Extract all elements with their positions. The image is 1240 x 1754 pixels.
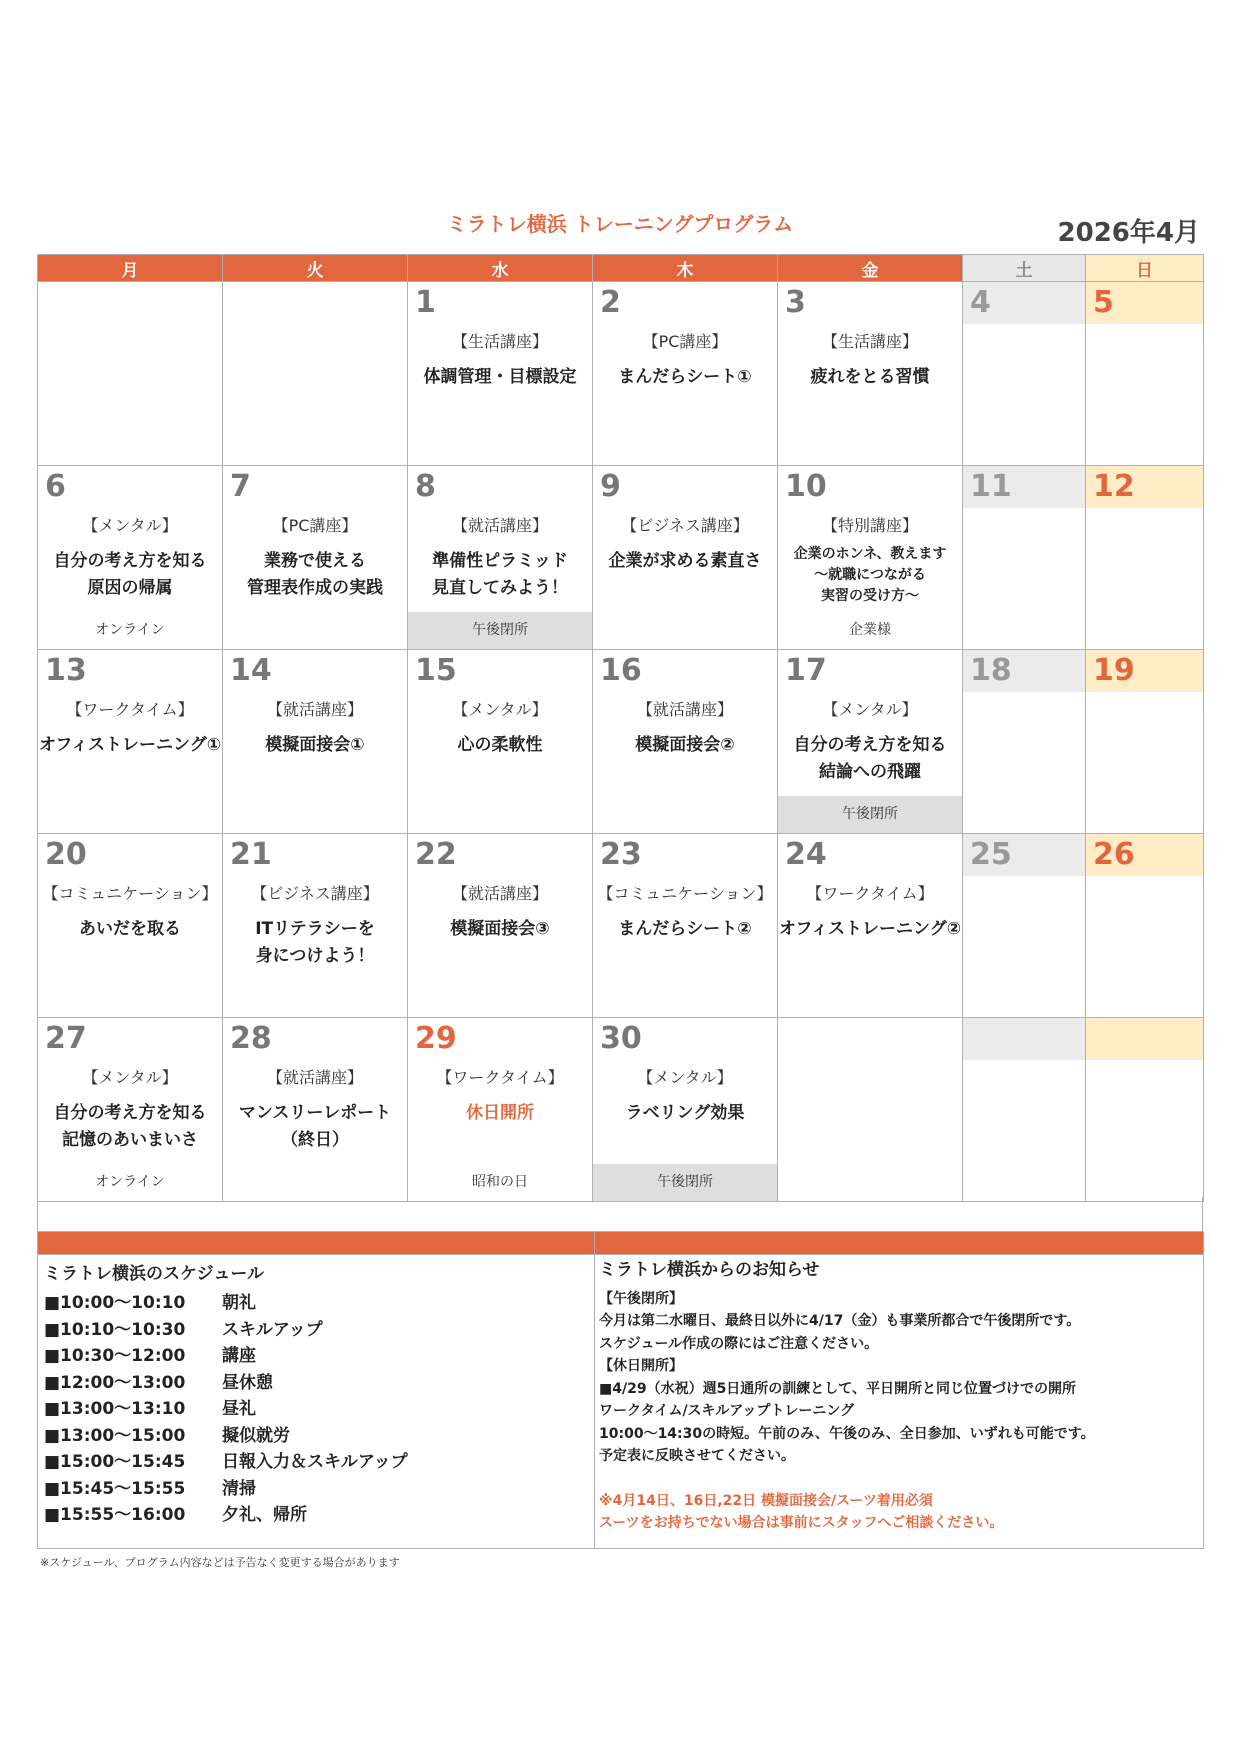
info-line: ■4/29（水祝）週5日通所の訓練として、平日開所と同じ位置づけでの開所 bbox=[599, 1380, 1077, 1397]
event-title: マンスリーレポート （終日） bbox=[238, 1103, 392, 1150]
schedule-item bbox=[44, 1370, 588, 1397]
event-title: 自分の考え方を知る 原因の帰属 bbox=[53, 551, 207, 598]
day-number: 1 bbox=[415, 285, 436, 320]
event-category: 【生活講座】 bbox=[451, 332, 548, 351]
schedule-label: 昼礼 bbox=[222, 1399, 256, 1419]
schedule-section bbox=[38, 1255, 594, 1533]
info-heading: ミラトレ横浜からのお知らせ bbox=[599, 1260, 820, 1280]
day-number: 17 bbox=[785, 653, 827, 688]
day-number: 9 bbox=[600, 469, 621, 504]
event-category: 【ワークタイム】 bbox=[806, 884, 934, 903]
weekday-5: 土 bbox=[963, 255, 1086, 282]
schedule-time: ■10:00～10:10 bbox=[44, 1293, 186, 1313]
day-cell bbox=[38, 282, 223, 466]
event-title: オフィストレーニング② bbox=[778, 919, 962, 939]
info-line: 予定表に反映させてください。 bbox=[599, 1448, 795, 1464]
event-note: 午後閉所 bbox=[408, 612, 592, 649]
event-title: まんだらシート① bbox=[618, 367, 752, 387]
day-cell bbox=[593, 282, 778, 466]
schedule-time: ■15:55～16:00 bbox=[44, 1505, 186, 1525]
year-month: 2026年4月 bbox=[1057, 218, 1200, 248]
day-number: 6 bbox=[45, 469, 66, 504]
event-title: 準備性ピラミッド 見直してみよう！ bbox=[432, 551, 568, 598]
day-cell bbox=[593, 834, 778, 1018]
day-cell bbox=[1086, 282, 1204, 466]
day-cell bbox=[408, 834, 593, 1018]
schedule-item bbox=[44, 1449, 588, 1476]
calendar-week bbox=[38, 1018, 1204, 1202]
day-cell bbox=[223, 834, 408, 1018]
day-cell bbox=[38, 466, 223, 650]
event-title: 企業が求める素直さ bbox=[608, 551, 762, 571]
day-number: 12 bbox=[1086, 466, 1203, 508]
footer-note: ※スケジュール、プログラム内容などは予告なく変更する場合があります bbox=[40, 1556, 400, 1569]
day-cell bbox=[1086, 1018, 1204, 1202]
event-category: 【特別講座】 bbox=[821, 516, 918, 535]
day-number: 26 bbox=[1086, 834, 1203, 876]
weekday-header bbox=[38, 255, 1204, 282]
day-cell bbox=[408, 650, 593, 834]
day-cell bbox=[38, 650, 223, 834]
bottom-panel bbox=[37, 1231, 1204, 1549]
event-title: 模擬面接会① bbox=[265, 735, 365, 755]
schedule-label: 清掃 bbox=[222, 1478, 256, 1499]
event-title: まんだらシート② bbox=[618, 919, 752, 939]
day-cell bbox=[963, 282, 1086, 466]
schedule-item bbox=[44, 1290, 588, 1317]
day-number: 21 bbox=[230, 837, 272, 872]
schedule-label: 朝礼 bbox=[222, 1293, 256, 1313]
event-category: 【メンタル】 bbox=[82, 516, 178, 535]
day-number: 10 bbox=[785, 469, 827, 504]
day-number: 3 bbox=[785, 285, 806, 320]
schedule-time: ■10:30～12:00 bbox=[44, 1346, 186, 1366]
day-cell bbox=[38, 1018, 223, 1202]
day-number: 30 bbox=[600, 1021, 642, 1056]
day-cell bbox=[223, 1018, 408, 1202]
day-cell bbox=[1086, 650, 1204, 834]
event-title: 模擬面接会② bbox=[635, 735, 735, 755]
day-cell bbox=[593, 650, 778, 834]
event-title: 体調管理・目標設定 bbox=[423, 367, 577, 387]
schedule-item bbox=[44, 1476, 588, 1503]
header-bar-left bbox=[38, 1232, 595, 1255]
day-cell bbox=[408, 282, 593, 466]
day-cell bbox=[408, 466, 593, 650]
day-number: 14 bbox=[230, 653, 272, 688]
event-category: 【就活講座】 bbox=[451, 516, 548, 535]
schedule-time: ■12:00～13:00 bbox=[44, 1372, 186, 1393]
event-note: オンライン bbox=[95, 1174, 165, 1190]
info-line: 今月は第二水曜日、最終日以外に4/17（金）も事業所都合で午後閉所です。 bbox=[599, 1313, 1081, 1329]
info-line: スケジュール作成の際にはご注意ください。 bbox=[599, 1335, 879, 1352]
day-cell bbox=[778, 466, 963, 650]
calendar-week bbox=[38, 466, 1204, 650]
event-category: 【就活講座】 bbox=[451, 884, 548, 903]
day-cell bbox=[593, 1018, 778, 1202]
event-category: 【コミュニケーション】 bbox=[597, 884, 773, 903]
day-number bbox=[963, 1018, 1085, 1060]
day-number: 2 bbox=[600, 285, 621, 320]
day-number: 16 bbox=[600, 653, 642, 688]
day-cell bbox=[223, 466, 408, 650]
day-cell bbox=[223, 282, 408, 466]
event-category: 【コミュニケーション】 bbox=[42, 884, 218, 903]
day-number: 28 bbox=[230, 1021, 272, 1056]
day-number bbox=[778, 1018, 962, 1060]
event-note: 午後閉所 bbox=[593, 1164, 777, 1201]
event-note: 企業様 bbox=[849, 622, 891, 638]
day-number: 29 bbox=[415, 1021, 457, 1056]
event-title: オフィストレーニング① bbox=[38, 735, 222, 755]
info-red-lines bbox=[599, 1490, 1199, 1535]
schedule-time: ■13:00～15:00 bbox=[44, 1425, 186, 1446]
day-number: 7 bbox=[230, 469, 251, 504]
schedule-label: スキルアップ bbox=[222, 1319, 323, 1340]
calendar-title: ミラトレ横浜 トレーニングプログラム bbox=[446, 212, 794, 236]
schedule-label: 夕礼、帰所 bbox=[222, 1505, 307, 1525]
weekday-3: 木 bbox=[593, 255, 778, 282]
event-title: ITリテラシーを 身につけよう！ bbox=[255, 919, 375, 966]
day-number: 25 bbox=[963, 834, 1085, 876]
event-category: 【メンタル】 bbox=[637, 1068, 733, 1087]
day-number: 20 bbox=[45, 837, 87, 872]
event-note: 午後閉所 bbox=[778, 796, 962, 833]
day-cell bbox=[963, 1018, 1086, 1202]
day-cell bbox=[1086, 466, 1204, 650]
day-cell bbox=[38, 834, 223, 1018]
day-cell bbox=[1086, 834, 1204, 1018]
info-lines bbox=[599, 1288, 1199, 1468]
day-cell bbox=[963, 834, 1086, 1018]
weekday-0: 月 bbox=[38, 255, 223, 282]
day-number: 22 bbox=[415, 837, 457, 872]
day-cell bbox=[778, 282, 963, 466]
day-cell bbox=[408, 1018, 593, 1202]
info-line: 【午後閉所】 bbox=[599, 1290, 683, 1307]
event-category: 【就活講座】 bbox=[266, 700, 363, 719]
info-line: ワークタイム/スキルアップトレーニング bbox=[599, 1403, 855, 1419]
day-number: 19 bbox=[1086, 650, 1203, 692]
day-cell bbox=[778, 650, 963, 834]
day-number bbox=[1086, 1018, 1203, 1060]
weekday-1: 火 bbox=[223, 255, 408, 282]
day-cell bbox=[778, 834, 963, 1018]
event-category: 【メンタル】 bbox=[452, 700, 548, 719]
schedule-time: ■15:45～15:55 bbox=[44, 1478, 186, 1499]
event-category: 【ワークタイム】 bbox=[66, 700, 194, 719]
calendar-week bbox=[38, 650, 1204, 834]
event-title: あいだを取る bbox=[79, 919, 181, 939]
event-title: 疲れをとる習慣 bbox=[810, 367, 930, 387]
day-number: 24 bbox=[785, 837, 827, 872]
schedule-item bbox=[44, 1396, 588, 1423]
day-cell bbox=[963, 466, 1086, 650]
event-category: 【ビジネス講座】 bbox=[251, 884, 379, 903]
day-number: 5 bbox=[1086, 282, 1203, 324]
event-category: 【就活講座】 bbox=[266, 1068, 363, 1087]
schedule-time: ■10:10～10:30 bbox=[44, 1319, 186, 1340]
schedule-item bbox=[44, 1317, 588, 1344]
event-title: 模擬面接会③ bbox=[450, 919, 550, 939]
calendar-week bbox=[38, 282, 1204, 466]
event-category: 【ビジネス講座】 bbox=[621, 516, 749, 535]
event-title: ラベリング効果 bbox=[625, 1103, 745, 1123]
event-title: 休日開所 bbox=[466, 1103, 534, 1123]
info-line: 【休日開所】 bbox=[599, 1358, 683, 1374]
schedule-label: 講座 bbox=[222, 1346, 256, 1366]
schedule-label: 日報入力＆スキルアップ bbox=[222, 1452, 408, 1472]
event-title: 企業のホンネ、教えます ～就職につながる 実習の受け方～ bbox=[793, 546, 947, 604]
schedule-item bbox=[44, 1502, 588, 1529]
day-cell bbox=[963, 650, 1086, 834]
weekday-6: 日 bbox=[1086, 255, 1204, 282]
day-number bbox=[223, 282, 407, 324]
day-number: 4 bbox=[963, 282, 1085, 324]
day-cell bbox=[223, 650, 408, 834]
day-number bbox=[38, 282, 222, 324]
info-line: 10:00～14:30の時短。午前のみ、午後のみ、全日参加、いずれも可能です。 bbox=[599, 1425, 1095, 1442]
schedule-item bbox=[44, 1343, 588, 1370]
weekday-4: 金 bbox=[778, 255, 963, 282]
day-number: 15 bbox=[415, 653, 457, 688]
event-note: 昭和の日 bbox=[472, 1174, 528, 1190]
schedule-label: 擬似就労 bbox=[222, 1425, 290, 1446]
event-category: 【PC講座】 bbox=[642, 332, 728, 351]
calendar-grid bbox=[37, 254, 1204, 1202]
event-category: 【PC講座】 bbox=[272, 516, 358, 535]
header-bar-right bbox=[595, 1232, 1204, 1255]
schedule-time: ■15:00～15:45 bbox=[44, 1452, 186, 1472]
event-title: 業務で使える 管理表作成の実践 bbox=[247, 551, 383, 598]
day-number: 13 bbox=[45, 653, 87, 688]
schedule-heading: ミラトレ横浜のスケジュール bbox=[44, 1264, 264, 1284]
day-cell bbox=[778, 1018, 963, 1202]
day-number: 11 bbox=[963, 466, 1085, 508]
day-number: 27 bbox=[45, 1021, 87, 1056]
day-number: 8 bbox=[415, 469, 436, 504]
calendar-week bbox=[38, 834, 1204, 1018]
event-title: 心の柔軟性 bbox=[457, 735, 543, 755]
weekday-2: 水 bbox=[408, 255, 593, 282]
schedule-item bbox=[44, 1423, 588, 1450]
day-number: 23 bbox=[600, 837, 642, 872]
schedule-list bbox=[44, 1290, 588, 1529]
info-warning-line: ※4月14日、16日,22日 模擬面接会/スーツ着用必須 bbox=[599, 1492, 933, 1509]
info-warning-line: スーツをお持ちでない場合は事前にスタッフへご相談ください。 bbox=[599, 1515, 1004, 1531]
schedule-time: ■13:00～13:10 bbox=[44, 1399, 186, 1419]
event-category: 【生活講座】 bbox=[821, 332, 918, 351]
event-title: 自分の考え方を知る 結論への飛躍 bbox=[793, 735, 947, 782]
event-title: 自分の考え方を知る 記憶のあいまいさ bbox=[53, 1103, 207, 1150]
day-cell bbox=[593, 466, 778, 650]
event-category: 【メンタル】 bbox=[82, 1068, 178, 1087]
event-note: オンライン bbox=[95, 622, 165, 638]
event-category: 【就活講座】 bbox=[636, 700, 733, 719]
day-number: 18 bbox=[963, 650, 1085, 692]
event-category: 【ワークタイム】 bbox=[436, 1068, 564, 1087]
event-category: 【メンタル】 bbox=[822, 700, 918, 719]
info-section bbox=[595, 1255, 1203, 1539]
calendar-spacer-row bbox=[37, 1197, 1203, 1232]
schedule-label: 昼休憩 bbox=[222, 1372, 273, 1393]
